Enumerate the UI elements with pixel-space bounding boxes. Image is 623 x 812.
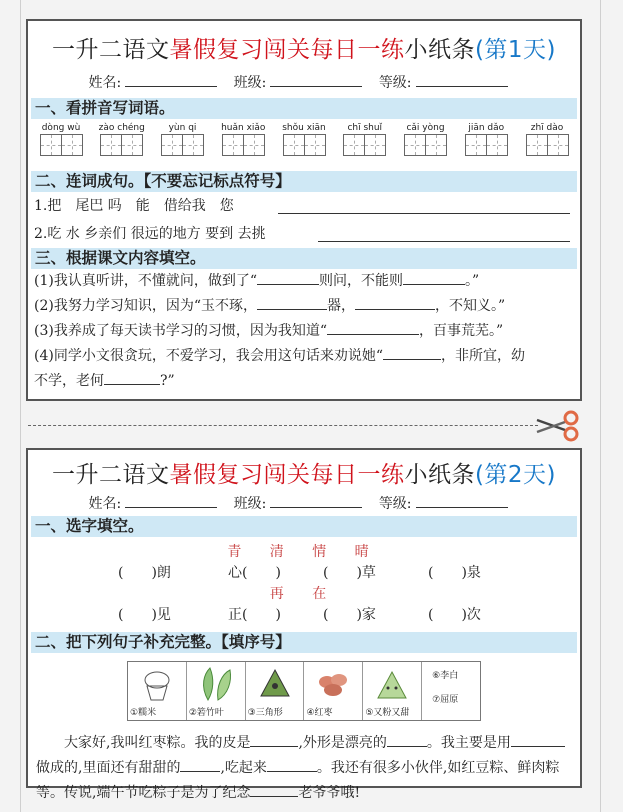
pic-triangle: ③三角形 <box>246 662 305 720</box>
writing-box[interactable] <box>486 134 508 156</box>
blank[interactable] <box>387 746 427 747</box>
word-choices: 再 在 <box>269 586 339 602</box>
section-heading: 一、看拼音写词语。 <box>31 98 577 119</box>
student-info: 姓名: 班级: 等级: <box>28 72 580 92</box>
writing-box[interactable] <box>364 134 386 156</box>
section-heading: 一、选字填空。 <box>31 516 577 537</box>
sentence-2: 2.吃 水 乡亲们 很远的地方 要到 去挑 <box>28 220 580 248</box>
grade-field[interactable] <box>416 86 508 87</box>
pic-sweet: ⑤又粉又甜 <box>363 662 422 720</box>
day1-title: 一升二语文暑假复习闯关每日一练小纸条(第1天) <box>51 37 557 63</box>
right-border <box>600 0 601 812</box>
blank[interactable] <box>180 771 220 772</box>
writing-box[interactable] <box>343 134 365 156</box>
word-choices: 青 清 情 晴 <box>227 544 381 560</box>
blank[interactable] <box>355 309 435 310</box>
blank[interactable] <box>257 309 327 310</box>
pic-dates: ④红枣 <box>304 662 363 720</box>
section-heading: 三、根据课文内容填空。 <box>31 248 577 269</box>
pinyin-item: shǒu xiān <box>279 123 329 167</box>
section-heading: 二、连词成句。【不要忘记标点符号】 <box>31 171 577 192</box>
name-field[interactable] <box>125 86 217 87</box>
writing-box[interactable] <box>100 134 122 156</box>
fill-row-2: ( )见 正( ) ( )家 ( )次 <box>118 607 481 623</box>
pinyin-item: cǎi yòng <box>401 123 451 167</box>
answer-line[interactable] <box>278 213 570 214</box>
writing-box[interactable] <box>182 134 204 156</box>
writing-box[interactable] <box>465 134 487 156</box>
class-field[interactable] <box>270 86 362 87</box>
pinyin-item: jiān dǎo <box>461 123 511 167</box>
writing-box[interactable] <box>283 134 305 156</box>
pinyin-item: zhī dào <box>522 123 572 167</box>
dates-icon <box>315 666 351 704</box>
writing-box[interactable] <box>121 134 143 156</box>
pic-leaf: ②箬竹叶 <box>187 662 246 720</box>
pic-rice: ①糯米 <box>128 662 187 720</box>
zongzi-face-icon <box>374 666 410 704</box>
answer-line[interactable] <box>318 241 570 242</box>
picture-options <box>127 661 481 721</box>
blank[interactable] <box>403 284 465 285</box>
fill-row-1: ( )朗 心( ) ( )草 ( )泉 <box>118 565 481 581</box>
writing-box[interactable] <box>304 134 326 156</box>
class-field[interactable] <box>270 507 362 508</box>
writing-box[interactable] <box>61 134 83 156</box>
blank[interactable] <box>327 334 419 335</box>
rice-icon <box>139 666 175 704</box>
writing-box[interactable] <box>161 134 183 156</box>
blank[interactable] <box>383 359 441 360</box>
leaf-icon <box>198 666 234 704</box>
student-info: 姓名: 班级: 等级: <box>28 493 580 513</box>
writing-box[interactable] <box>547 134 569 156</box>
scissors-icon <box>535 410 581 442</box>
day2-title: 一升二语文暑假复习闯关每日一练小纸条(第2天) <box>51 462 557 488</box>
blank[interactable] <box>511 746 565 747</box>
story-paragraph: 大家好,我叫红枣粽。我的皮是 ,外形是漂亮的 。我主要是用做成的,里面还有甜甜的 ,吃起来 。我还有很多小伙伴,如红豆粽、鲜肉粽等。传说,端午节吃粽子是为了纪念 老爷爷哦! <box>28 721 580 806</box>
left-border <box>20 0 21 812</box>
day2-card <box>26 448 582 801</box>
day1-card <box>26 19 582 401</box>
sentence-1: 1.把 尾巴 吗 能 借给我 您 <box>28 192 580 220</box>
fill-questions: (1)我认真听讲，不懂就问，做到了“ 则问，不能则 。” (2)我努力学习知识，因为“玉不琢， 器， ，不知义。” (3)我养成了每天读书学习的习惯，因为我知道“ ，百事荒芜。” (4)同学小文很贪玩，不爱学习，我会用这句话来劝说她“ ，非所宜，幼 不学，老何 ?” <box>34 273 525 389</box>
writing-box[interactable] <box>40 134 62 156</box>
writing-box[interactable] <box>243 134 265 156</box>
cut-line <box>28 425 538 426</box>
blank[interactable] <box>250 796 298 797</box>
pinyin-item: huǎn xiǎo <box>218 123 268 167</box>
blank[interactable] <box>267 771 317 772</box>
writing-box[interactable] <box>222 134 244 156</box>
writing-box[interactable] <box>425 134 447 156</box>
grade-field[interactable] <box>416 507 508 508</box>
pinyin-item: dòng wù <box>36 123 86 167</box>
section-heading: 二、把下列句子补充完整。【填序号】 <box>31 632 577 653</box>
writing-box[interactable] <box>526 134 548 156</box>
blank[interactable] <box>257 284 319 285</box>
pic-names: ⑥李白 ⑦屈原 <box>432 671 459 705</box>
name-field[interactable] <box>125 507 217 508</box>
pinyin-item: yùn qi <box>158 123 208 167</box>
writing-box[interactable] <box>404 134 426 156</box>
blank[interactable] <box>250 746 298 747</box>
pinyin-item: chī shuǐ <box>340 123 390 167</box>
blank[interactable] <box>104 384 160 385</box>
pinyin-item: zào chéng <box>97 123 147 167</box>
zongzi-icon <box>257 666 293 704</box>
pinyin-list <box>28 119 580 167</box>
